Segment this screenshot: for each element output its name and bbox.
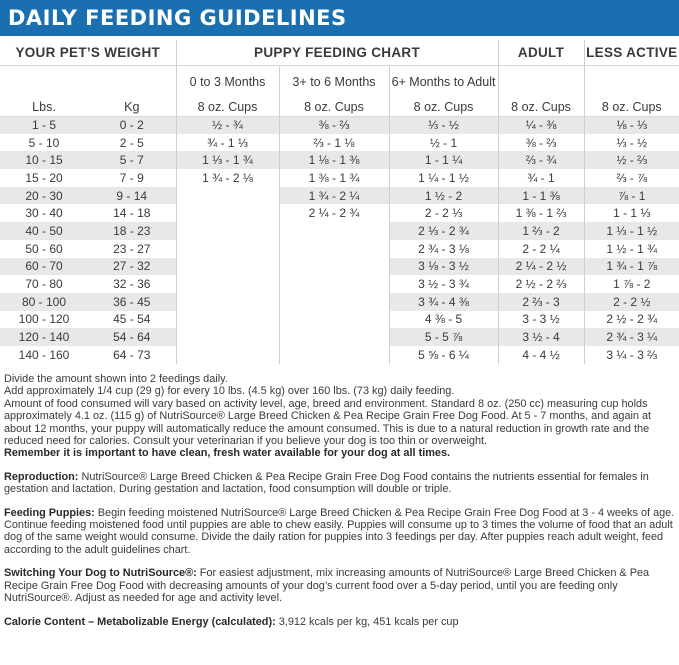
puppy-0-3-cell: ½ - ¾ — [176, 116, 279, 134]
kg-cell: 36 - 45 — [88, 293, 176, 311]
less-active-cell: ⅔ - ⅞ — [584, 169, 679, 187]
title-banner — [0, 0, 679, 36]
puppy-3-6-cell: 1 ¾ - 2 ¼ — [279, 187, 389, 205]
puppy-0-3-cell — [176, 346, 279, 364]
kg-cell: 9 - 14 — [88, 187, 176, 205]
feeding-table-body — [0, 116, 679, 364]
puppy-3-6-cell: ⅜ - ⅔ — [279, 116, 389, 134]
note-switching — [4, 567, 676, 604]
note-divide: Divide the amount shown into 2 feedings daily. — [4, 373, 228, 385]
less-active-cell: 1 ⅓ - 1 ½ — [584, 222, 679, 240]
feeding-table — [0, 40, 679, 364]
kg-cell: 23 - 27 — [88, 240, 176, 258]
puppy-group-header: PUPPY FEEDING CHART — [176, 40, 498, 65]
puppy-6-adult-cell: 5 - 5 ⅞ — [389, 328, 498, 346]
adult-cell: 3 - 3 ½ — [498, 311, 584, 329]
puppy-3-6-cell — [279, 346, 389, 364]
lbs-cell: 140 - 160 — [0, 346, 88, 364]
puppy-0-3-cell — [176, 258, 279, 276]
reproduction-label: Reproduction: — [4, 470, 79, 483]
lbs-cell: 120 - 140 — [0, 328, 88, 346]
less-active-cell: 2 ½ - 2 ¾ — [584, 311, 679, 329]
puppy-3-6-cell — [279, 222, 389, 240]
kg-cell: 64 - 73 — [88, 346, 176, 364]
adult-cell: 3 ½ - 4 — [498, 328, 584, 346]
adult-cell: ⅜ - ⅔ — [498, 134, 584, 152]
age-header-empty — [88, 65, 176, 99]
table-row — [0, 151, 679, 169]
less-active-cell: 1 - 1 ⅓ — [584, 204, 679, 222]
unit-header-lbs: Lbs. — [0, 99, 88, 116]
puppy-3-6-cell — [279, 258, 389, 276]
adult-cell: 2 ⅔ - 3 — [498, 293, 584, 311]
kg-cell: 7 - 9 — [88, 169, 176, 187]
less-active-cell: 2 - 2 ½ — [584, 293, 679, 311]
less-active-cell: ⅛ - ⅓ — [584, 116, 679, 134]
note-reproduction — [4, 471, 676, 496]
age-header-6-adult: 6+ Months to Adult — [389, 65, 498, 99]
less-active-cell: ½ - ⅔ — [584, 151, 679, 169]
puppy-6-adult-cell: 4 ⅜ - 5 — [389, 311, 498, 329]
puppy-0-3-cell — [176, 293, 279, 311]
lbs-cell: 100 - 120 — [0, 311, 88, 329]
unit-header-kg: Kg — [88, 99, 176, 116]
age-header-empty — [584, 65, 679, 99]
table-row — [0, 187, 679, 205]
less-active-cell: 1 ½ - 1 ¾ — [584, 240, 679, 258]
puppy-6-adult-cell: 1 - 1 ¼ — [389, 151, 498, 169]
age-header-0-3: 0 to 3 Months — [176, 65, 279, 99]
less-active-cell: ⅞ - 1 — [584, 187, 679, 205]
puppy-6-adult-cell: 2 ⅓ - 2 ¾ — [389, 222, 498, 240]
puppy-0-3-cell — [176, 222, 279, 240]
adult-cell: 2 - 2 ¼ — [498, 240, 584, 258]
note-calorie — [4, 616, 676, 628]
puppy-6-adult-cell: ½ - 1 — [389, 134, 498, 152]
puppy-3-6-cell — [279, 311, 389, 329]
age-header-empty — [0, 65, 88, 99]
age-header-empty — [498, 65, 584, 99]
unit-header-cups: 8 oz. Cups — [176, 99, 279, 116]
kg-cell: 45 - 54 — [88, 311, 176, 329]
puppy-0-3-cell: ¾ - 1 ⅓ — [176, 134, 279, 152]
puppy-0-3-cell — [176, 311, 279, 329]
feeding-puppies-text: Begin feeding moistened NutriSource® Large Breed Chicken & Pea Recipe Grain Free Dog Food at 3 - 4 weeks of age. Continue feeding moistened food until puppies are able to chew easily. Puppies will consume up to 3 times the volume of food that an adult dog of the same weight would consume. Divide the daily ration for puppies into 3 feedings per day. After puppies reach adult weight, feed according to the adult guidelines chart. — [4, 506, 675, 556]
table-row — [0, 311, 679, 329]
table-row — [0, 240, 679, 258]
unit-header-cups: 8 oz. Cups — [389, 99, 498, 116]
table-row — [0, 275, 679, 293]
less-active-cell: 1 ⅞ - 2 — [584, 275, 679, 293]
lbs-cell: 5 - 10 — [0, 134, 88, 152]
weight-group-header: YOUR PET’S WEIGHT — [0, 40, 176, 65]
puppy-0-3-cell — [176, 204, 279, 222]
table-row — [0, 169, 679, 187]
puppy-3-6-cell: 1 ⅜ - 1 ¾ — [279, 169, 389, 187]
puppy-3-6-cell: 1 ⅛ - 1 ⅜ — [279, 151, 389, 169]
lbs-cell: 15 - 20 — [0, 169, 88, 187]
puppy-3-6-cell: 2 ¼ - 2 ¾ — [279, 204, 389, 222]
table-row — [0, 346, 679, 364]
adult-group-header: ADULT — [498, 40, 584, 65]
puppy-0-3-cell: 1 ¾ - 2 ⅛ — [176, 169, 279, 187]
note-water — [4, 447, 676, 459]
water-reminder: Remember it is important to have clean, fresh water available for your dog at all times. — [4, 447, 451, 460]
puppy-3-6-cell — [279, 293, 389, 311]
table-row — [0, 328, 679, 346]
adult-cell: 4 - 4 ½ — [498, 346, 584, 364]
kg-cell: 27 - 32 — [88, 258, 176, 276]
switching-label: Switching Your Dog to NutriSource®: — [4, 567, 197, 580]
puppy-0-3-cell: 1 ⅓ - 1 ¾ — [176, 151, 279, 169]
table-row — [0, 116, 679, 134]
switching-text: For easiest adjustment, mix increasing amounts of NutriSource® Large Breed Chicken & Pea Recipe Grain Free Dog Food with decreasing amounts of your dog’s current food over a 5-day period, until you are feeding only NutriSource®. Adjust as needed for age and activity level. — [4, 567, 650, 605]
less-active-cell: 2 ¾ - 3 ¼ — [584, 328, 679, 346]
less-active-cell: ⅓ - ½ — [584, 134, 679, 152]
unit-header-row — [0, 99, 679, 116]
reproduction-text: NutriSource® Large Breed Chicken & Pea Recipe Grain Free Dog Food contains the nutrients essential for females in gestation and lactation. During gestation and lactation, food consumption will double or triple. — [4, 470, 649, 496]
puppy-6-adult-cell: 2 - 2 ⅓ — [389, 204, 498, 222]
calorie-text: 3,912 kcals per kg, 451 kcals per cup — [275, 615, 459, 628]
unit-header-cups: 8 oz. Cups — [498, 99, 584, 116]
puppy-0-3-cell — [176, 328, 279, 346]
feeding-table-container — [0, 40, 679, 364]
lbs-cell: 60 - 70 — [0, 258, 88, 276]
lbs-cell: 20 - 30 — [0, 187, 88, 205]
lbs-cell: 1 - 5 — [0, 116, 88, 134]
calorie-label: Calorie Content – Metabolizable Energy (calculated): — [4, 615, 276, 628]
table-row — [0, 258, 679, 276]
adult-cell: ¾ - 1 — [498, 169, 584, 187]
puppy-0-3-cell — [176, 275, 279, 293]
feeding-notes — [4, 373, 676, 628]
puppy-6-adult-cell: 3 ¾ - 4 ⅜ — [389, 293, 498, 311]
kg-cell: 54 - 64 — [88, 328, 176, 346]
age-header-row — [0, 65, 679, 99]
puppy-6-adult-cell: 3 ½ - 3 ¾ — [389, 275, 498, 293]
kg-cell: 5 - 7 — [88, 151, 176, 169]
lbs-cell: 80 - 100 — [0, 293, 88, 311]
table-row — [0, 222, 679, 240]
puppy-6-adult-cell: 1 ½ - 2 — [389, 187, 498, 205]
less-active-group-header: LESS ACTIVE — [584, 40, 679, 65]
note-add-cup: Add approximately 1/4 cup (29 g) for every 10 lbs. (4.5 kg) over 160 lbs. (73 kg) daily feeding. — [4, 385, 455, 398]
kg-cell: 0 - 2 — [88, 116, 176, 134]
puppy-6-adult-cell: 5 ⅝ - 6 ¼ — [389, 346, 498, 364]
table-row — [0, 134, 679, 152]
adult-cell: 1 - 1 ⅜ — [498, 187, 584, 205]
puppy-0-3-cell — [176, 240, 279, 258]
group-header-row — [0, 40, 679, 65]
adult-cell: ⅔ - ¾ — [498, 151, 584, 169]
note-feeding-puppies — [4, 507, 676, 557]
puppy-3-6-cell: ⅔ - 1 ⅛ — [279, 134, 389, 152]
unit-header-cups: 8 oz. Cups — [584, 99, 679, 116]
adult-cell: 1 ⅔ - 2 — [498, 222, 584, 240]
puppy-3-6-cell — [279, 275, 389, 293]
lbs-cell: 40 - 50 — [0, 222, 88, 240]
kg-cell: 18 - 23 — [88, 222, 176, 240]
feeding-puppies-label: Feeding Puppies: — [4, 506, 95, 519]
lbs-cell: 50 - 60 — [0, 240, 88, 258]
age-header-3-6: 3+ to 6 Months — [279, 65, 389, 99]
table-row — [0, 293, 679, 311]
page-title: DAILY FEEDING GUIDELINES — [8, 6, 347, 30]
puppy-6-adult-cell: 2 ¾ - 3 ⅛ — [389, 240, 498, 258]
puppy-6-adult-cell: 3 ⅛ - 3 ½ — [389, 258, 498, 276]
adult-cell: 1 ⅜ - 1 ⅔ — [498, 204, 584, 222]
kg-cell: 32 - 36 — [88, 275, 176, 293]
kg-cell: 2 - 5 — [88, 134, 176, 152]
lbs-cell: 70 - 80 — [0, 275, 88, 293]
less-active-cell: 1 ¾ - 1 ⅞ — [584, 258, 679, 276]
puppy-0-3-cell — [176, 187, 279, 205]
kg-cell: 14 - 18 — [88, 204, 176, 222]
note-amount: Amount of food consumed will vary based on activity level, age, breed and environment. Standard 8 oz. (250 cc) measuring cup holds approximately 4.1 oz. (115 g) of NutriSource® Large Breed Chicken & Pea Recipe Grain Free Dog Food. At 5 - 7 months, and again at about 12 months, your puppy will automatically reduce the amount consumed. This is due to a natural reduction in growth rate and the reduced need for calories. Consult your veterinarian if you believe your dog is too thin or overweight. — [4, 397, 652, 448]
adult-cell: ¼ - ⅜ — [498, 116, 584, 134]
adult-cell: 2 ¼ - 2 ½ — [498, 258, 584, 276]
less-active-cell: 3 ¼ - 3 ⅔ — [584, 346, 679, 364]
puppy-6-adult-cell: 1 ¼ - 1 ½ — [389, 169, 498, 187]
adult-cell: 2 ½ - 2 ⅔ — [498, 275, 584, 293]
puppy-3-6-cell — [279, 240, 389, 258]
table-row — [0, 204, 679, 222]
unit-header-cups: 8 oz. Cups — [279, 99, 389, 116]
puppy-3-6-cell — [279, 328, 389, 346]
lbs-cell: 10 - 15 — [0, 151, 88, 169]
lbs-cell: 30 - 40 — [0, 204, 88, 222]
puppy-6-adult-cell: ⅓ - ½ — [389, 116, 498, 134]
